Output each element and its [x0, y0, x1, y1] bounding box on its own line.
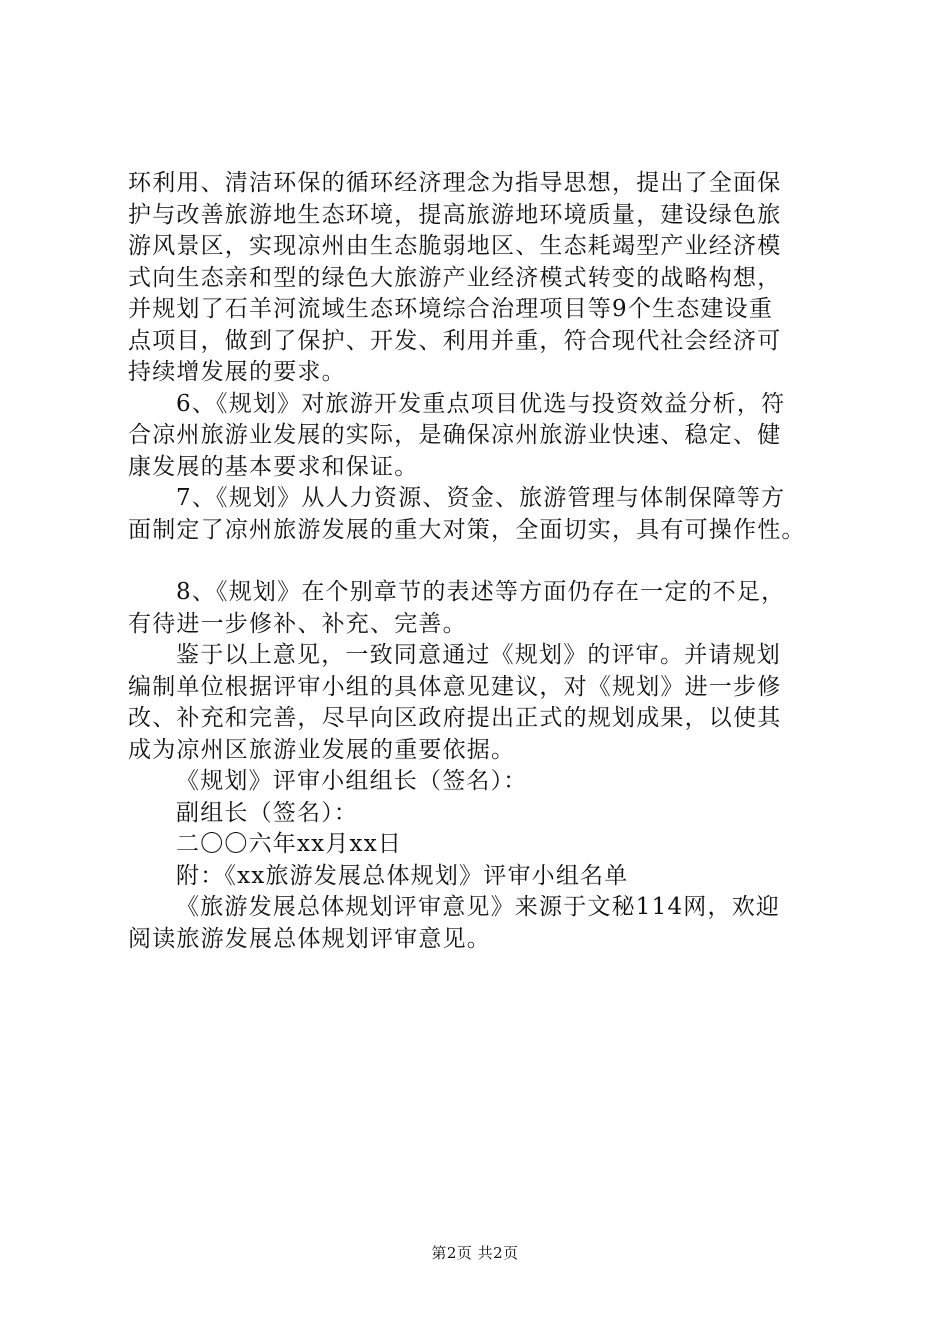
text-line: 阅读旅游发展总体规划评审意见。: [128, 925, 491, 952]
text-line: 编制单位根据评审小组的具体意见建议，对《规划》进一步修: [128, 673, 782, 700]
text-line: 6、《规划》对旅游开发重点项目优选与投资效益分析，符: [176, 390, 786, 417]
text-line: 成为凉州区旅游业发展的重要依据。: [128, 736, 516, 763]
document-body: [128, 168, 848, 955]
paragraph-item-7: [128, 483, 848, 546]
text-line: 鉴于以上意见，一致同意通过《规划》的评审。并请规划: [176, 642, 781, 668]
text-line: 附：《xx旅游发展总体规划》评审小组名单: [176, 862, 629, 889]
text-line: 护与改善旅游地生态环境，提高旅游地环境质量，建设绿色旅: [128, 201, 782, 228]
text-line: 7、《规划》从人力资源、资金、旅游管理与体制保障等方: [176, 485, 786, 511]
paragraph-conclusion: [128, 640, 848, 766]
text-line: 《规划》评审小组组长（签名）：: [176, 768, 528, 794]
text-line: 并规划了石羊河流域生态环境综合治理项目等9个生态建设重: [128, 296, 774, 322]
text-line: 副组长（签名）：: [176, 799, 359, 826]
attachment-note: [128, 861, 848, 893]
source-note: [128, 892, 848, 955]
paragraph-item-6: [128, 389, 848, 484]
text-line: 二〇〇六年xx月xx日: [176, 831, 403, 857]
document-date: [128, 829, 848, 861]
text-line: 改、补充和完善，尽早向区政府提出正式的规划成果，以使其: [128, 705, 782, 731]
page-number-footer: 第2页 共2页: [431, 1244, 519, 1262]
text-line: 持续增发展的要求。: [128, 359, 346, 385]
text-line: 8、《规划》在个别章节的表述等方面仍存在一定的不足，: [176, 579, 786, 605]
text-line: 游风景区，实现凉州由生态脆弱地区、生态耗竭型产业经济模: [128, 233, 782, 259]
text-line: 合凉州旅游业发展的实际，是确保凉州旅游业快速、稳定、健: [128, 422, 782, 448]
text-line: 式向生态亲和型的绿色大旅游产业经济模式转变的战略构想，: [128, 264, 782, 291]
signature-deputy-leader: [128, 798, 848, 830]
text-line: 《旅游发展总体规划评审意见》来源于文秘114网，欢迎: [176, 894, 781, 920]
text-line: 面制定了凉州旅游发展的重大对策，全面切实，具有可操作性。: [128, 516, 806, 543]
text-line: 有待进一步修补、补充、完善。: [128, 610, 467, 637]
text-line: 康发展的基本要求和保证。: [128, 453, 419, 480]
text-line: 点项目，做到了保护、开发、利用并重，符合现代社会经济可: [128, 327, 782, 354]
text-line: 环利用、清洁环保的循环经济理念为指导思想，提出了全面保: [128, 170, 782, 196]
paragraph-circular-economy: [128, 168, 848, 389]
signature-group-leader: [128, 766, 848, 798]
paragraph-item-8: [128, 577, 848, 640]
